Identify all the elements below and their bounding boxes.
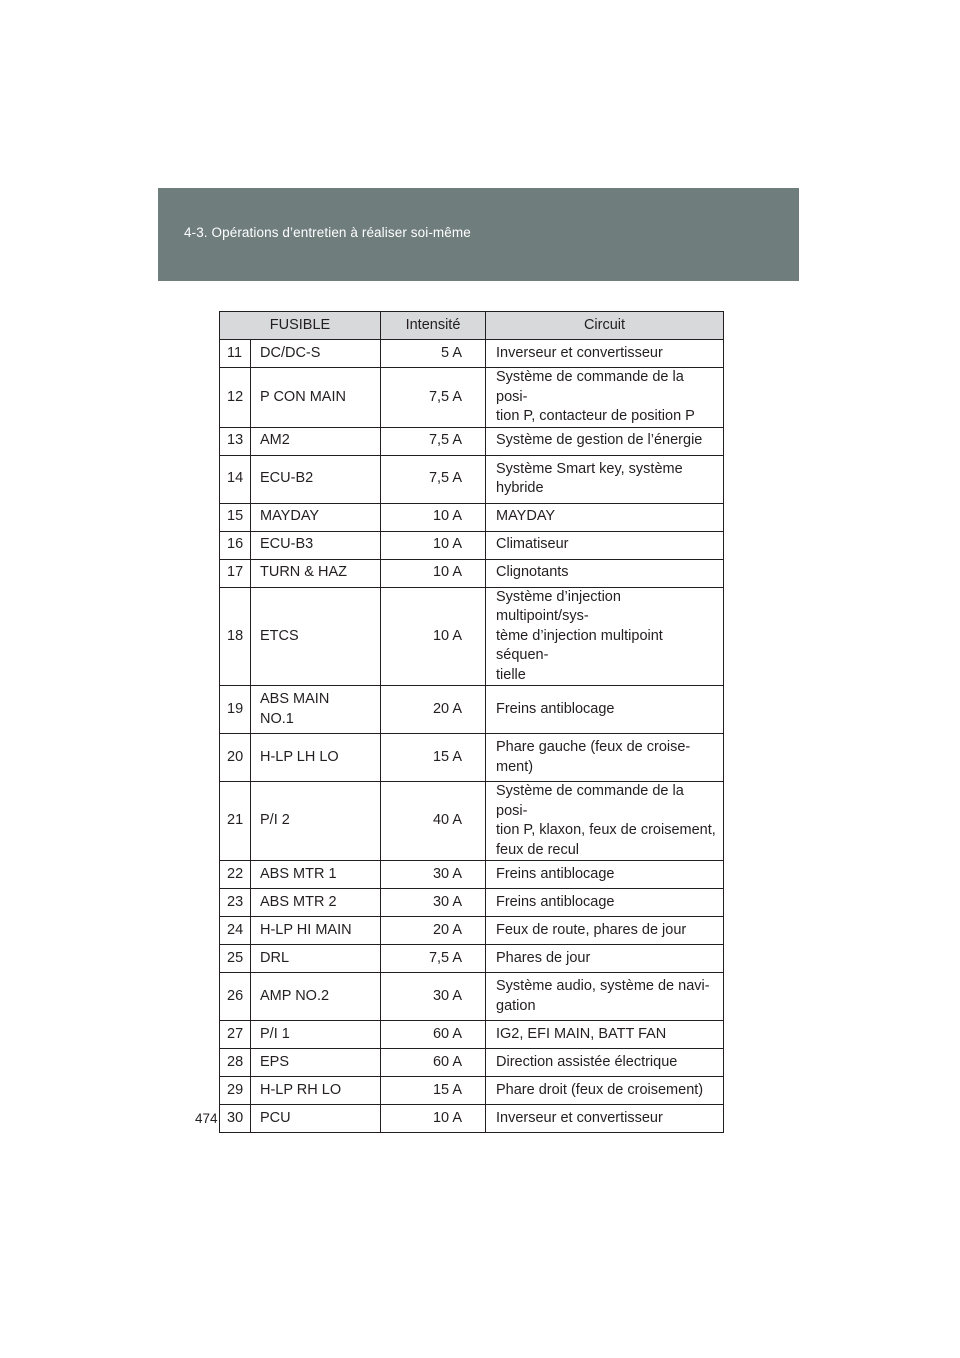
fuse-number: 17 xyxy=(220,559,251,587)
fuse-circuit: Système de gestion de l’énergie xyxy=(486,427,724,455)
fuse-circuit: Inverseur et convertisseur xyxy=(486,340,724,368)
table-row xyxy=(220,686,724,734)
fuse-number: 25 xyxy=(220,945,251,973)
fuse-name: MAYDAY xyxy=(251,503,381,531)
fuse-name: AM2 xyxy=(251,427,381,455)
fuse-circuit: Freins antiblocage xyxy=(486,686,724,734)
table-row xyxy=(220,559,724,587)
fuse-name: ETCS xyxy=(251,587,381,686)
table-row xyxy=(220,1105,724,1133)
fuse-number: 16 xyxy=(220,531,251,559)
table-row xyxy=(220,340,724,368)
table-row xyxy=(220,455,724,503)
table-row xyxy=(220,861,724,889)
fuse-number: 13 xyxy=(220,427,251,455)
fuse-amperage: 60 A xyxy=(381,1049,486,1077)
fuse-number: 24 xyxy=(220,917,251,945)
fuse-amperage: 7,5 A xyxy=(381,945,486,973)
table-row xyxy=(220,427,724,455)
fuse-number: 28 xyxy=(220,1049,251,1077)
fuse-amperage: 20 A xyxy=(381,686,486,734)
fuse-number: 20 xyxy=(220,734,251,782)
fuse-amperage: 15 A xyxy=(381,1077,486,1105)
fuse-amperage: 30 A xyxy=(381,861,486,889)
page-number: 474 xyxy=(195,1111,218,1126)
fuse-name: H-LP RH LO xyxy=(251,1077,381,1105)
table-row xyxy=(220,531,724,559)
fuse-name: P CON MAIN xyxy=(251,368,381,428)
section-header-band xyxy=(158,188,799,281)
fuse-amperage: 5 A xyxy=(381,340,486,368)
fuse-amperage: 10 A xyxy=(381,503,486,531)
fuse-name: P/I 1 xyxy=(251,1021,381,1049)
fuse-amperage: 15 A xyxy=(381,734,486,782)
fuse-circuit: Climatiseur xyxy=(486,531,724,559)
fuse-circuit: MAYDAY xyxy=(486,503,724,531)
table-row xyxy=(220,734,724,782)
fuse-circuit: Phare gauche (feux de croise- ment) xyxy=(486,734,724,782)
fuse-number: 30 xyxy=(220,1105,251,1133)
fuse-number: 21 xyxy=(220,782,251,861)
fuse-number: 22 xyxy=(220,861,251,889)
column-header-amperage: Intensité xyxy=(381,312,486,340)
fuse-number: 11 xyxy=(220,340,251,368)
fuse-circuit: Freins antiblocage xyxy=(486,889,724,917)
fuse-number: 14 xyxy=(220,455,251,503)
fuse-name: ECU-B3 xyxy=(251,531,381,559)
fuse-name: DRL xyxy=(251,945,381,973)
table-row xyxy=(220,1077,724,1105)
table-row xyxy=(220,782,724,861)
fuse-amperage: 10 A xyxy=(381,1105,486,1133)
fuse-number: 26 xyxy=(220,973,251,1021)
fuse-number: 27 xyxy=(220,1021,251,1049)
fuse-number: 18 xyxy=(220,587,251,686)
table-row xyxy=(220,889,724,917)
fuse-amperage: 7,5 A xyxy=(381,455,486,503)
fuse-name: EPS xyxy=(251,1049,381,1077)
fuse-number: 15 xyxy=(220,503,251,531)
fuse-name: P/I 2 xyxy=(251,782,381,861)
table-row xyxy=(220,1049,724,1077)
column-header-circuit: Circuit xyxy=(486,312,724,340)
fuse-amperage: 10 A xyxy=(381,531,486,559)
table-row xyxy=(220,917,724,945)
fuse-circuit: Feux de route, phares de jour xyxy=(486,917,724,945)
fuse-amperage: 20 A xyxy=(381,917,486,945)
fuse-name: TURN & HAZ xyxy=(251,559,381,587)
table-row xyxy=(220,368,724,428)
fuse-name: ABS MAIN NO.1 xyxy=(251,686,381,734)
fuse-amperage: 7,5 A xyxy=(381,368,486,428)
table-row xyxy=(220,503,724,531)
fuse-name: H-LP LH LO xyxy=(251,734,381,782)
fuse-circuit: Phares de jour xyxy=(486,945,724,973)
column-header-fuse: FUSIBLE xyxy=(220,312,381,340)
fuse-circuit: Système d’injection multipoint/sys- tème d’injection multipoint séquen- tielle xyxy=(486,587,724,686)
fuse-circuit: Inverseur et convertisseur xyxy=(486,1105,724,1133)
table-row xyxy=(220,1021,724,1049)
fuse-number: 19 xyxy=(220,686,251,734)
fuse-name: ECU-B2 xyxy=(251,455,381,503)
fuse-circuit: Système de commande de la posi- tion P, klaxon, feux de croisement, feux de recul xyxy=(486,782,724,861)
fuse-circuit: Clignotants xyxy=(486,559,724,587)
table-row xyxy=(220,945,724,973)
fuse-name: ABS MTR 2 xyxy=(251,889,381,917)
fuse-amperage: 40 A xyxy=(381,782,486,861)
table-row xyxy=(220,587,724,686)
fuse-amperage: 30 A xyxy=(381,973,486,1021)
fuse-number: 29 xyxy=(220,1077,251,1105)
table-row xyxy=(220,973,724,1021)
fuse-table xyxy=(219,311,724,1133)
fuse-name: DC/DC-S xyxy=(251,340,381,368)
fuse-name: H-LP HI MAIN xyxy=(251,917,381,945)
fuse-circuit: Système de commande de la posi- tion P, contacteur de position P xyxy=(486,368,724,428)
fuse-number: 23 xyxy=(220,889,251,917)
table-header-row xyxy=(220,312,724,340)
section-title: 4-3. Opérations d’entretien à réaliser soi-même xyxy=(184,225,471,240)
fuse-circuit: Direction assistée électrique xyxy=(486,1049,724,1077)
fuse-circuit: Freins antiblocage xyxy=(486,861,724,889)
fuse-circuit: Système audio, système de navi- gation xyxy=(486,973,724,1021)
fuse-circuit: Phare droit (feux de croisement) xyxy=(486,1077,724,1105)
fuse-amperage: 10 A xyxy=(381,587,486,686)
fuse-name: AMP NO.2 xyxy=(251,973,381,1021)
fuse-circuit: Système Smart key, système hybride xyxy=(486,455,724,503)
fuse-amperage: 60 A xyxy=(381,1021,486,1049)
fuse-circuit: IG2, EFI MAIN, BATT FAN xyxy=(486,1021,724,1049)
fuse-name: PCU xyxy=(251,1105,381,1133)
fuse-amperage: 7,5 A xyxy=(381,427,486,455)
fuse-name: ABS MTR 1 xyxy=(251,861,381,889)
fuse-amperage: 10 A xyxy=(381,559,486,587)
fuse-amperage: 30 A xyxy=(381,889,486,917)
fuse-number: 12 xyxy=(220,368,251,428)
